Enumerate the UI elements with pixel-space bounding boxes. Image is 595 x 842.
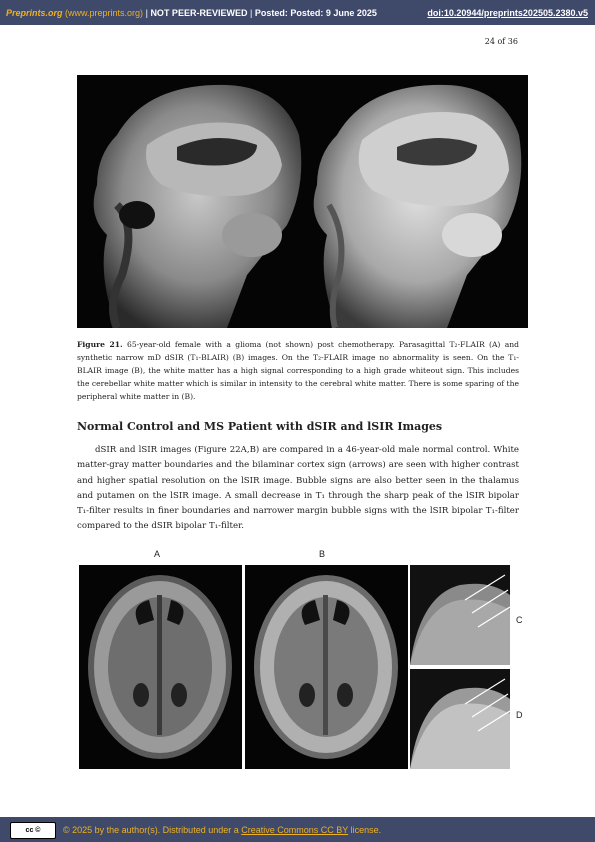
panel-label-d: D — [516, 710, 523, 720]
license-suffix: license. — [348, 825, 382, 835]
brand-name[interactable]: Preprints.org — [6, 8, 63, 18]
license-text — [63, 825, 381, 835]
license-prefix: © 2025 by the author(s). Distributed under a — [63, 825, 242, 835]
figure-22 — [79, 545, 539, 775]
doi-link[interactable]: doi:10.20944/preprints202505.2380.v5 — [427, 8, 588, 18]
zoom-image-d — [410, 669, 510, 769]
preprint-header-bar — [0, 0, 595, 25]
caption-label: Figure 21. — [77, 340, 123, 349]
header-separator: | — [145, 8, 148, 18]
posted-date: Posted: Posted: 9 June 2025 — [254, 8, 377, 18]
panel-label-b: B — [319, 549, 326, 559]
header-separator: | — [249, 8, 253, 18]
cc-by-icon[interactable]: cc © — [10, 822, 56, 839]
brand-url[interactable]: (www.preprints.org) — [65, 8, 144, 18]
section-heading: Normal Control and MS Patient with dSIR and lSIR Images — [77, 420, 443, 433]
license-link[interactable]: Creative Commons CC BY — [241, 825, 349, 835]
figure-21-caption — [77, 338, 519, 403]
header-left — [6, 8, 377, 18]
panel-label-c: C — [516, 615, 523, 625]
body-paragraph: dSIR and lSIR images (Figure 22A,B) are compared in a 46-year-old male normal control. White matter-gray matter boundaries and the bilaminar cortex sign (arrows) are seen with higher contrast and higher spatial resolution on the lSIR image. Bubble signs are also better seen in the thalamus and putamen on the lSIR image. A small decrease in T₁ through the sharp peak of the lSIR bipolar T₁-filter results in finer boundaries and narrower margin bubble signs with the lSIR bipolar T₁-filter compared to the dSIR bipolar T₁-filter. — [77, 445, 519, 532]
axial-dsir-panel — [79, 565, 242, 769]
figure-21-mri-pair — [77, 75, 528, 328]
axial-lsir-image — [245, 565, 408, 769]
panel-label-a: A — [154, 549, 161, 559]
figure-21-image — [77, 75, 528, 328]
zoom-panel-c — [410, 565, 510, 665]
page-number: 24 of 36 — [484, 37, 518, 46]
axial-dsir-image — [79, 565, 242, 769]
axial-lsir-panel — [245, 565, 408, 769]
license-footer — [0, 817, 595, 842]
peer-review-status: NOT PEER-REVIEWED — [150, 8, 248, 18]
zoom-image-c — [410, 565, 510, 665]
zoom-panel-d — [410, 669, 510, 769]
caption-text: 65-year-old female with a glioma (not shown) post chemotherapy. Parasagittal T₂-FLAIR (A) and synthetic narrow mD dSIR (T₁-BLAIR) (B) images. On the T₂-FLAIR image no abnormality is seen. On the T₁-BLAIR image (B), the white matter has a high signal corresponding to a high grade whiteout sign. This includes the cerebellar white matter which is similar in intensity to the cerebral white matter. There is some sparing of the peripheral white matter in (B). — [77, 340, 519, 401]
